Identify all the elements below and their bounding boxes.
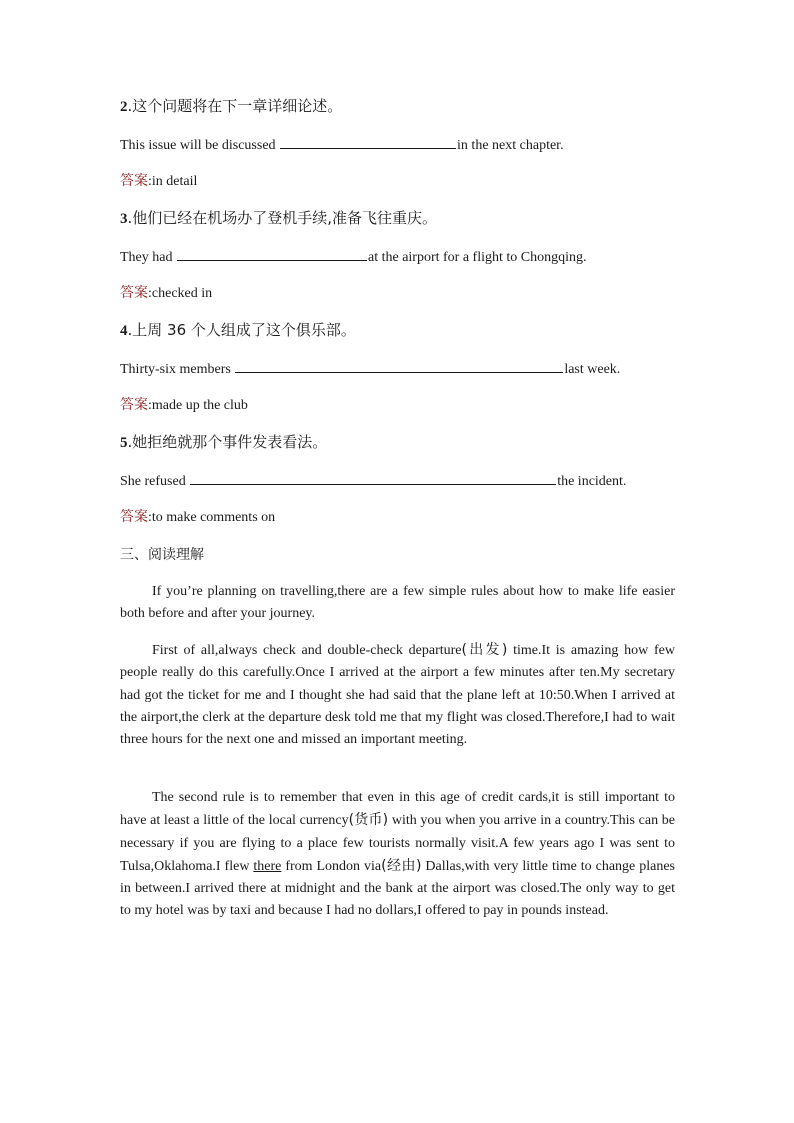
paragraph-text: from London via	[281, 858, 382, 874]
question-prompt-text: .这个问题将在下一章详细论述。	[127, 97, 343, 115]
paragraph-text: If you’re planning on travelling,there are a few simple rules about how to make life easier both before and after your journey.	[120, 584, 675, 622]
answer-blank[interactable]	[177, 246, 367, 261]
paragraph-text: Dallas,with very little time to change planes in between.I arrived there at midnight and the bank at the airport was closed.The only way to get to my hotel was by taxi and because I had no dollars,I offered to pay in pounds instead.	[120, 858, 675, 919]
answer-label: 答案	[120, 509, 148, 525]
question-5-answer	[120, 507, 275, 528]
question-prompt-text: .她拒绝就那个事件发表看法。	[127, 433, 328, 451]
sentence-before: She refused	[120, 474, 190, 489]
reading-paragraph-1	[120, 581, 675, 626]
question-4-sentence	[120, 358, 620, 380]
question-3-answer	[120, 283, 212, 304]
answer-text: :checked in	[148, 286, 213, 301]
question-number: 3	[120, 211, 128, 227]
question-4-prompt	[120, 320, 356, 341]
answer-text: :made up the club	[148, 398, 248, 413]
section-title: 三、阅读理解	[120, 547, 204, 563]
question-4-answer	[120, 395, 248, 416]
sentence-after: last week.	[564, 362, 621, 377]
question-3-sentence	[120, 246, 587, 268]
question-3-prompt	[120, 208, 437, 229]
question-number: 4	[120, 323, 128, 339]
answer-label: 答案	[120, 173, 148, 189]
gloss-chinese: (货币)	[348, 812, 389, 829]
question-5-prompt	[120, 432, 327, 453]
answer-blank[interactable]	[190, 470, 556, 485]
answer-label: 答案	[120, 397, 148, 413]
answer-blank[interactable]	[280, 134, 456, 149]
answer-text: :in detail	[148, 174, 198, 189]
question-number: 5	[120, 435, 128, 451]
sentence-before: Thirty-six members	[120, 362, 235, 377]
reading-paragraph-3	[120, 787, 675, 923]
paragraph-text: time.It is amazing how few people really do this carefully.Once I arrived at the airport a few minutes after ten.My secretary had got the ticket for me and I thought she had said that the plane left at 10:50.When I arrived at the airport,the clerk at the departure desk told me that my flight was closed.Therefore,I had to wait three hours for the next one and missed an important meeting.	[120, 643, 675, 748]
sentence-before: They had	[120, 250, 176, 265]
answer-blank[interactable]	[235, 358, 563, 373]
gloss-chinese: (经由)	[381, 857, 422, 874]
question-number: 2	[120, 99, 128, 115]
question-prompt-text: .他们已经在机场办了登机手续,准备飞往重庆。	[127, 209, 438, 227]
paragraph-text: The second rule is to remember that even in this age of credit cards,it is still important to have at least a little of the local currency	[120, 790, 675, 829]
reading-paragraph-2	[120, 639, 675, 751]
sentence-before: This issue will be discussed	[120, 138, 280, 153]
sentence-after: the incident.	[557, 474, 627, 489]
answer-text: :to make comments on	[148, 510, 276, 525]
question-2-sentence	[120, 134, 564, 156]
paragraph-text: First of all,always check and double-check departure	[152, 643, 462, 658]
sentence-after: at the airport for a flight to Chongqing.	[367, 250, 587, 265]
sentence-after: in the next chapter.	[457, 138, 564, 153]
question-2-prompt	[120, 96, 342, 117]
underlined-word: there	[253, 858, 282, 874]
answer-label: 答案	[120, 285, 148, 301]
paragraph-text: with you when you arrive in a country.This can be necessary if you are flying to a place few tourists normally visit.A few years ago I was sent to Tulsa,Oklahoma.I flew	[120, 813, 675, 874]
gloss-chinese: (出发)	[461, 642, 508, 658]
question-prompt-text: .上周 36 个人组成了这个俱乐部。	[127, 321, 356, 339]
question-5-sentence	[120, 470, 626, 492]
question-2-answer	[120, 171, 197, 192]
